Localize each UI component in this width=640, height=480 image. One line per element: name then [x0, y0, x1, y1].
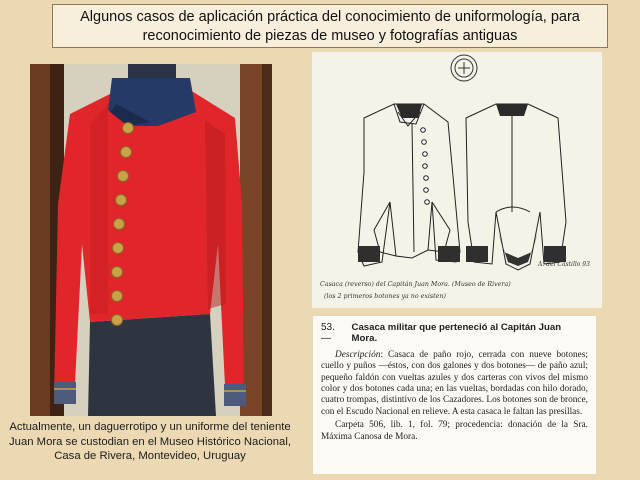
catalogue-number: 53. —: [321, 322, 335, 345]
drawing-caption-1: Casaca (reverso) del Capitán Juan Mora. (Museo de Rivera): [320, 281, 511, 288]
uniform-photo-image: [30, 64, 272, 416]
photo-caption: [0, 420, 300, 464]
slide-title-line-2: reconocimiento de piezas de museo y fotografías antiguas: [142, 28, 518, 44]
slide-title-line-1: Algunos casos de aplicación práctica del conocimiento de uniformología, para: [80, 9, 580, 25]
caption-line-3: Casa de Rivera, Montevideo, Uruguay: [54, 450, 246, 462]
description-text: : Casaca de paño rojo, cerrada con nueve botones; cuello y puños —éstos, con dos galones y dos botones— de paño azul; pequeño faldón con vueltas azules y dos carteras con vivos del mismo color y dos botones cada una; en las vueltas, bordadas con hilo dorado, cuatro trompas, distintivo de los Cazadores. Los botones son de bronce, con el Escudo Nacional en relieve. A esta casaca le faltan las presillas.: [321, 349, 588, 417]
jacket-drawing-image: [312, 52, 602, 308]
caption-line-2: Juan Mora se custodian en el Museo Histórico Nacional,: [9, 435, 291, 448]
museum-seal-icon: [451, 55, 477, 81]
catalogue-reference: Carpeta 506, lib. 1, fol. 79; procedencia: donación de la Sra. Máxima Canosa de Mora.: [321, 420, 588, 442]
catalogue-title: Casaca militar que perteneció al Capitán Juan Mora.: [351, 322, 562, 344]
slide-title: [52, 4, 608, 48]
description-label: Descripción: [335, 349, 381, 360]
jacket-drawing: [312, 52, 602, 308]
catalogue-heading: [321, 322, 588, 345]
catalogue-description: [321, 350, 588, 418]
drawing-caption-2: (los 2 primeros botones ya no existen): [324, 293, 446, 300]
drawing-signature: A. del Castillo 93: [538, 261, 590, 268]
caption-line-1: Actualmente, un daguerrotipo y un uniforme del teniente: [9, 421, 291, 433]
catalogue-entry: [313, 316, 596, 474]
uniform-photo: [30, 64, 272, 416]
